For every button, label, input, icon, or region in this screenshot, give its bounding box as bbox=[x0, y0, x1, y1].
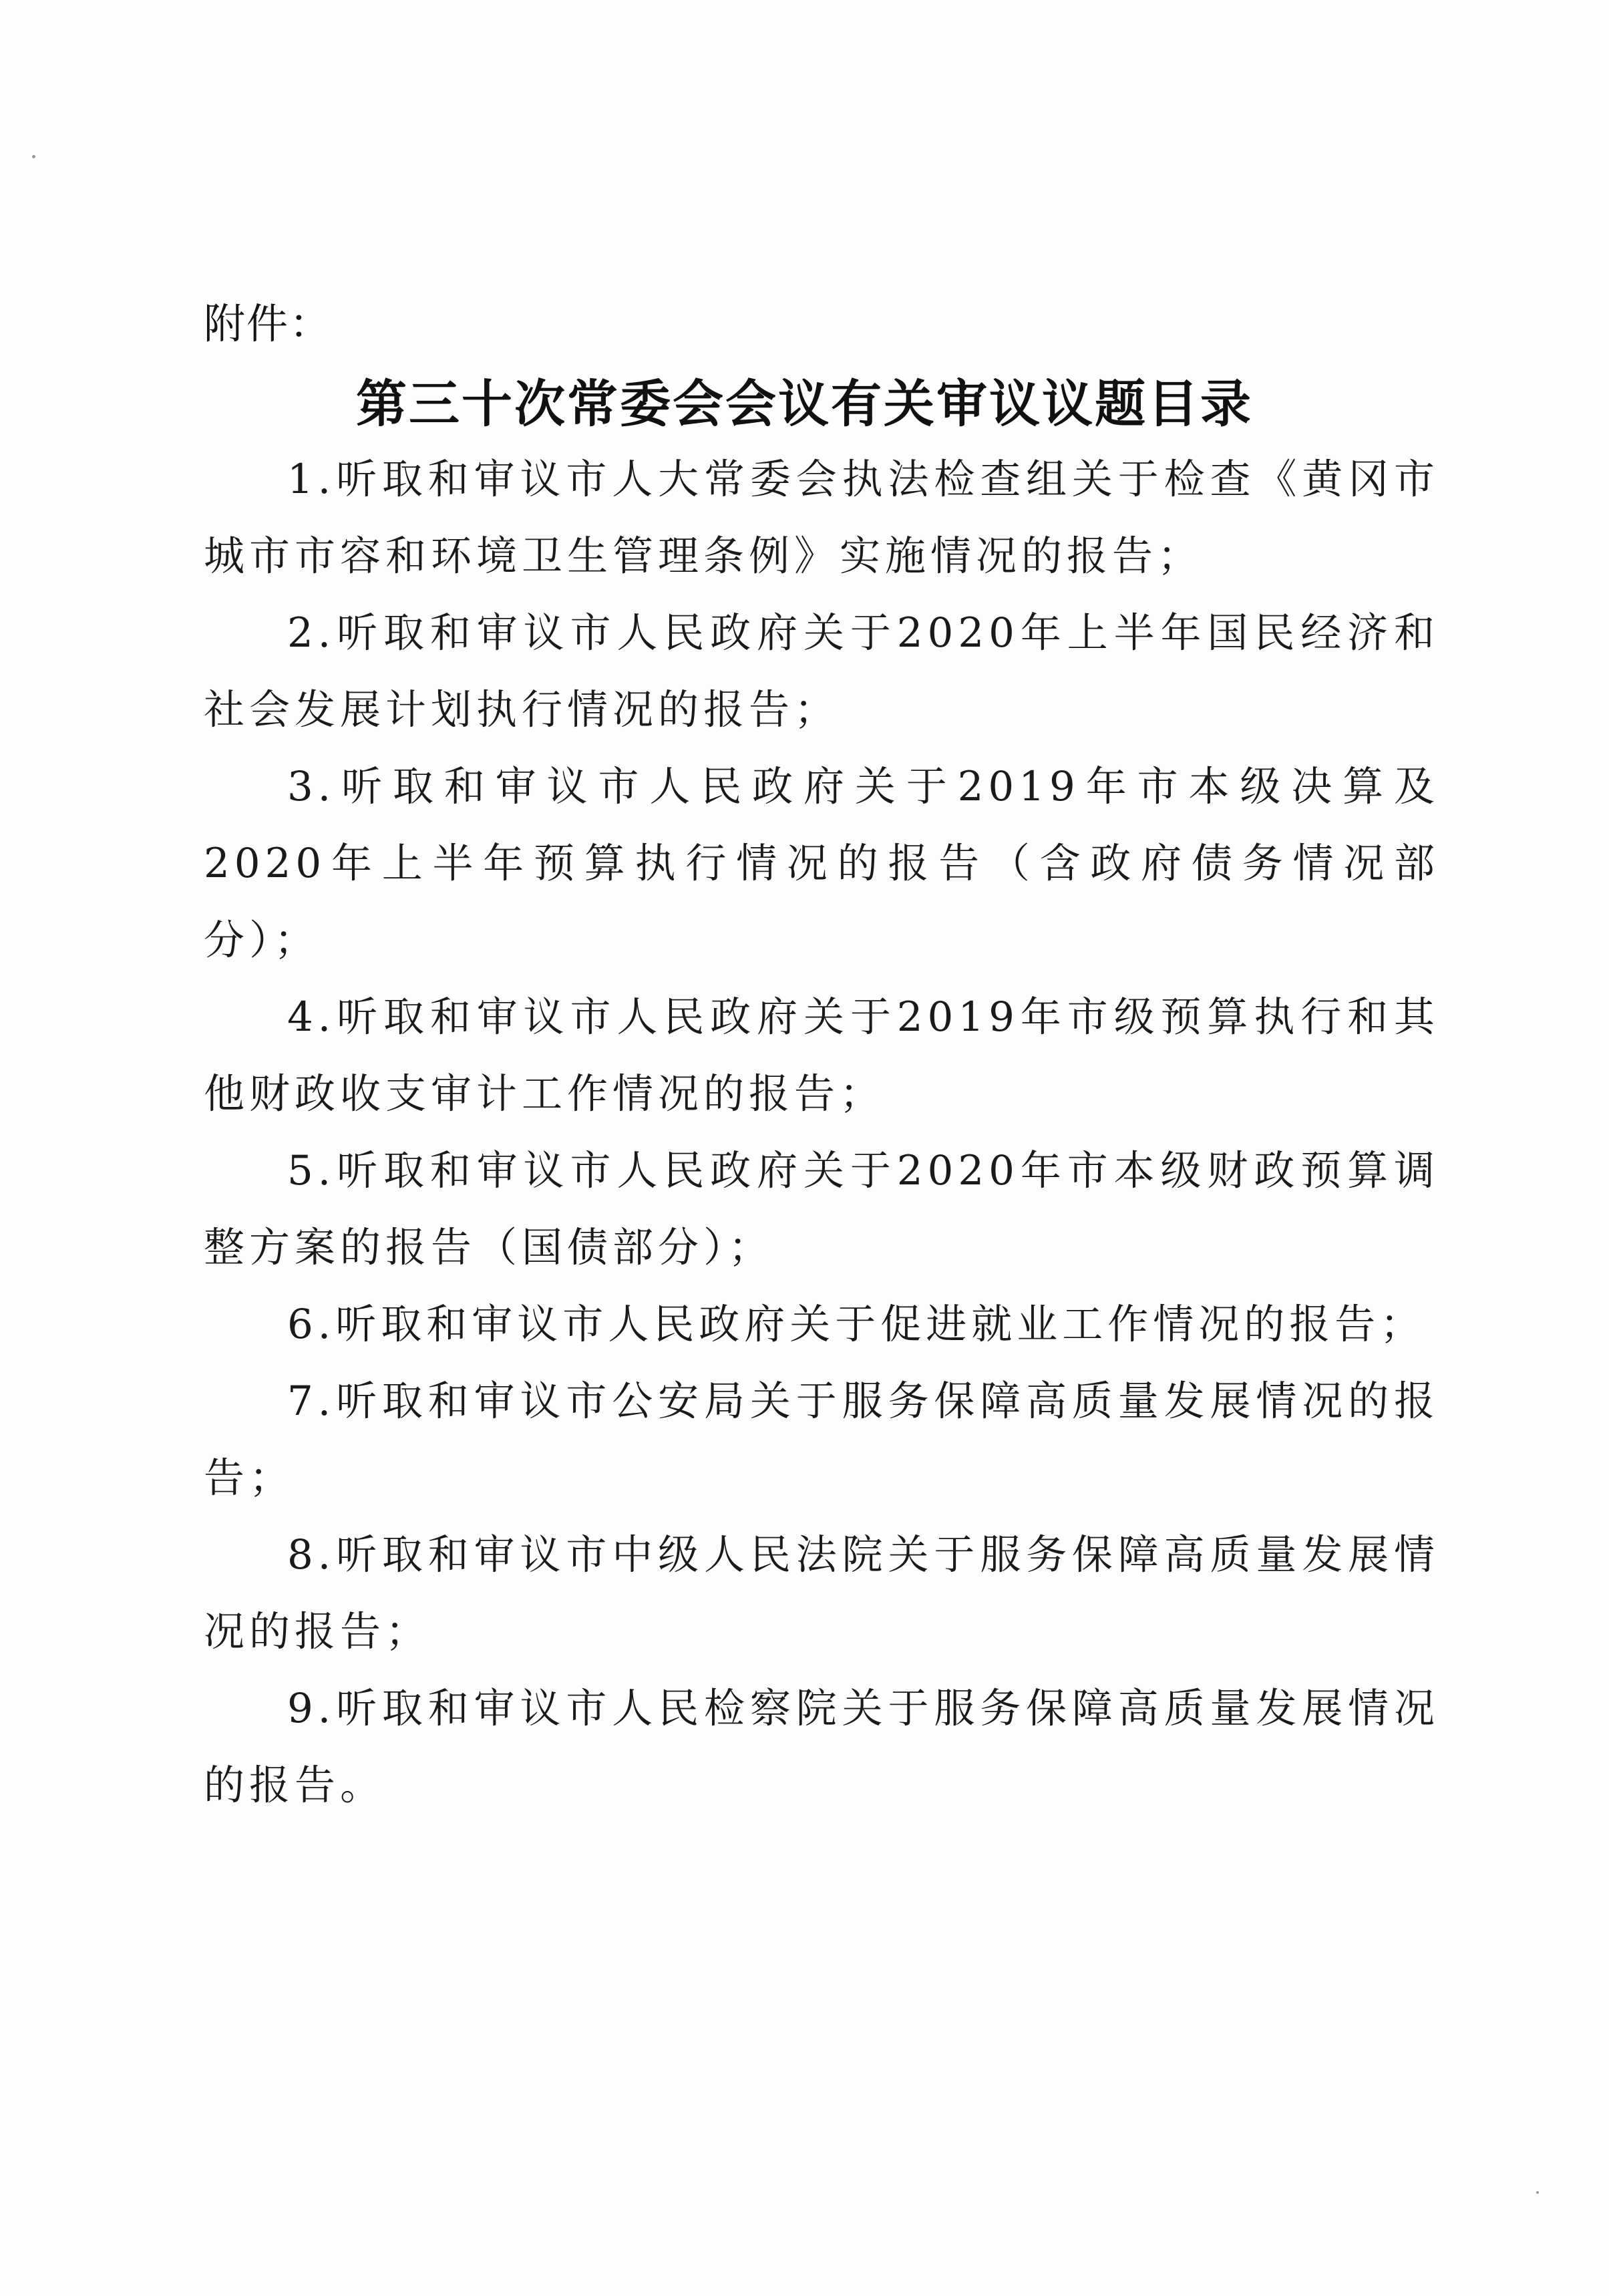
agenda-item-9: 9.听取和审议市人民检察院关于服务保障高质量发展情况的报告。 bbox=[204, 1685, 1439, 1809]
agenda-item-1: 1.听取和审议市人大常委会执法检查组关于检查《黄冈市城市市容和环境卫生管理条例》实施情况的报告； bbox=[204, 456, 1439, 580]
agenda-item-8: 8.听取和审议市中级人民法院关于服务保障高质量发展情况的报告； bbox=[204, 1531, 1439, 1655]
attachment-label: 附件： bbox=[204, 299, 333, 348]
document-title: 第三十次常委会会议有关审议议题目录 bbox=[356, 374, 1253, 434]
agenda-item-3: 3.听取和审议市人民政府关于2019年市本级决算及2020年上半年预算执行情况的报告（含政府债务情况部分）； bbox=[204, 763, 1439, 964]
agenda-item-4: 4.听取和审议市人民政府关于2019年市级预算执行和其他财政收支审计工作情况的报告； bbox=[204, 993, 1439, 1118]
scan-speck bbox=[1536, 2191, 1539, 2194]
agenda-list bbox=[204, 441, 1439, 1824]
agenda-item-5: 5.听取和审议市人民政府关于2020年市本级财政预算调整方案的报告（国债部分）； bbox=[204, 1147, 1439, 1271]
agenda-item-7: 7.听取和审议市公安局关于服务保障高质量发展情况的报告； bbox=[204, 1377, 1439, 1502]
agenda-item-2: 2.听取和审议市人民政府关于2020年上半年国民经济和社会发展计划执行情况的报告； bbox=[204, 609, 1439, 733]
scan-speck bbox=[32, 155, 35, 158]
agenda-item-6: 6.听取和审议市人民政府关于促进就业工作情况的报告； bbox=[287, 1301, 1426, 1348]
